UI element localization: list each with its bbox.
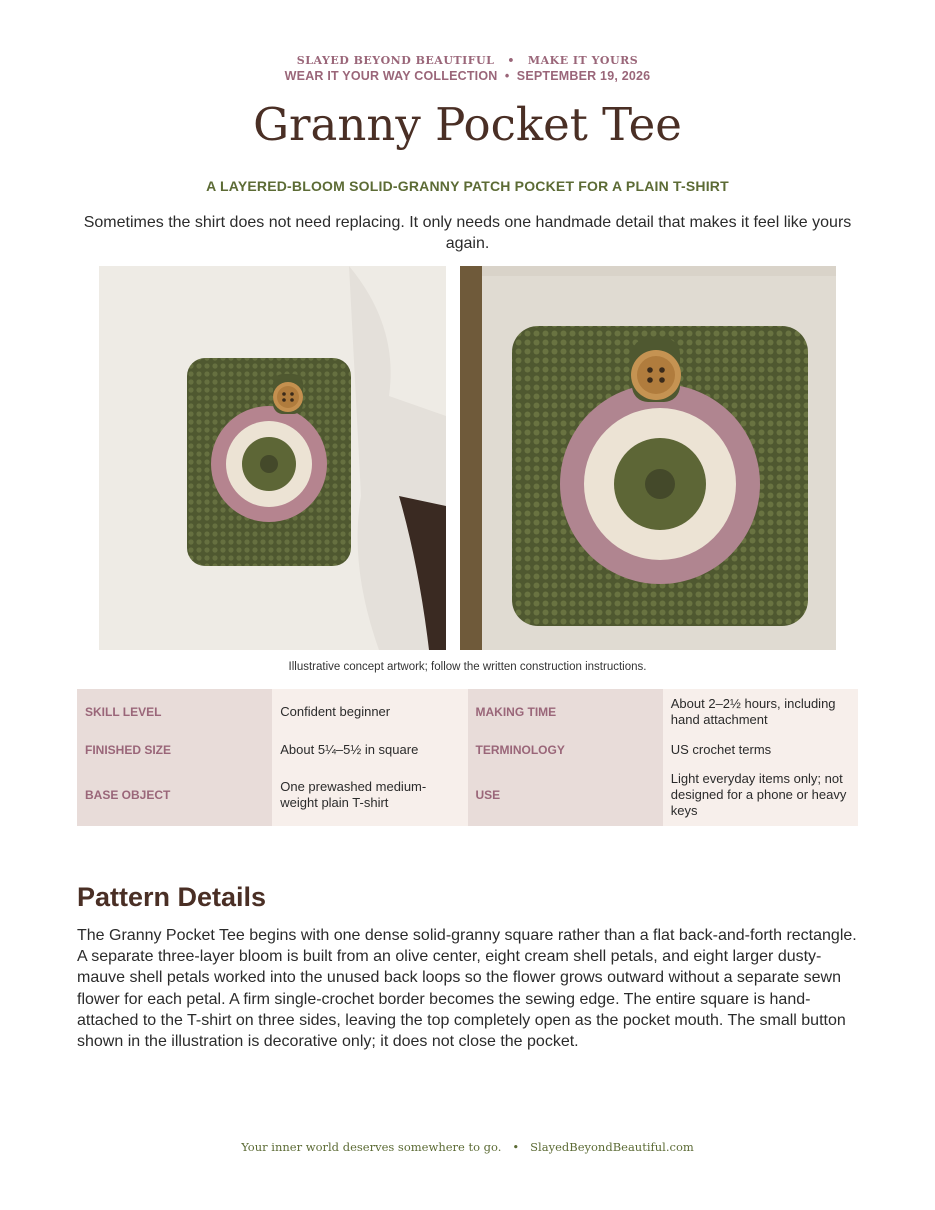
- footer-site-link[interactable]: SlayedBeyondBeautiful.com: [530, 1140, 694, 1154]
- collection-line: WEAR IT YOUR WAY COLLECTION • SEPTEMBER 19, 2026: [284, 69, 651, 83]
- spec-value: Confident beginner: [272, 689, 467, 735]
- intro-text: Sometimes the shirt does not need replacing. It only needs one handmade detail that makes it feel like yours again.: [83, 214, 852, 252]
- brand-tagline: MAKE IT YOURS: [527, 54, 639, 67]
- spec-label: MAKING TIME: [468, 689, 663, 735]
- footer-tagline: Your inner world deserves somewhere to go.: [241, 1140, 502, 1154]
- page-title: Granny Pocket Tee: [253, 98, 682, 151]
- pocket-on-shirt-image: [99, 266, 446, 650]
- spec-label: BASE OBJECT: [77, 764, 272, 826]
- specs-row: [77, 689, 858, 735]
- specs-row: [77, 735, 858, 764]
- spec-value: US crochet terms: [663, 735, 858, 764]
- spec-value: About 2–2½ hours, including hand attachment: [663, 689, 858, 735]
- collection-name: WEAR IT YOUR WAY COLLECTION: [284, 69, 498, 83]
- spec-label: FINISHED SIZE: [77, 735, 272, 764]
- spec-label: SKILL LEVEL: [77, 689, 272, 735]
- brand-name: SLAYED BEYOND BEAUTIFUL: [296, 54, 495, 67]
- image-caption: Illustrative concept artwork; follow the written construction instructions.: [288, 661, 647, 673]
- spec-label: TERMINOLOGY: [468, 735, 663, 764]
- specs-row: [77, 764, 858, 826]
- specs-table: [77, 689, 858, 826]
- section-heading: Pattern Details: [77, 882, 267, 912]
- spec-value: One prewashed medium-weight plain T-shirt: [272, 764, 467, 826]
- brand-line: [0, 54, 935, 67]
- spec-value: Light everyday items only; not designed for a phone or heavy keys: [663, 764, 858, 826]
- brand-separator: •: [507, 54, 515, 67]
- footer: [0, 1140, 935, 1154]
- page-subtitle: A LAYERED-BLOOM SOLID-GRANNY PATCH POCKET FOR A PLAIN T-SHIRT: [206, 178, 729, 194]
- pocket-closeup-image: [460, 266, 836, 650]
- issue-date: SEPTEMBER 19, 2026: [516, 69, 651, 83]
- footer-separator: •: [512, 1140, 520, 1154]
- spec-label: USE: [468, 764, 663, 826]
- section-body: The Granny Pocket Tee begins with one dense solid-granny square rather than a flat back-and-forth rectangle. A separate three-layer bloom is built from an olive center, eight cream shell petals, and eight larger dusty-mauve shell petals worked into the unused back loops so the flower grows outward without a separate sewn flower for each petal. A firm single-crochet border becomes the sewing edge. The entire square is hand-attached to the T-shirt on three sides, leaving the top completely open as the pocket mouth. The small button shown in the illustration is decorative only; it does not close the pocket.: [77, 927, 857, 1051]
- spec-value: About 5¼–5½ in square: [272, 735, 467, 764]
